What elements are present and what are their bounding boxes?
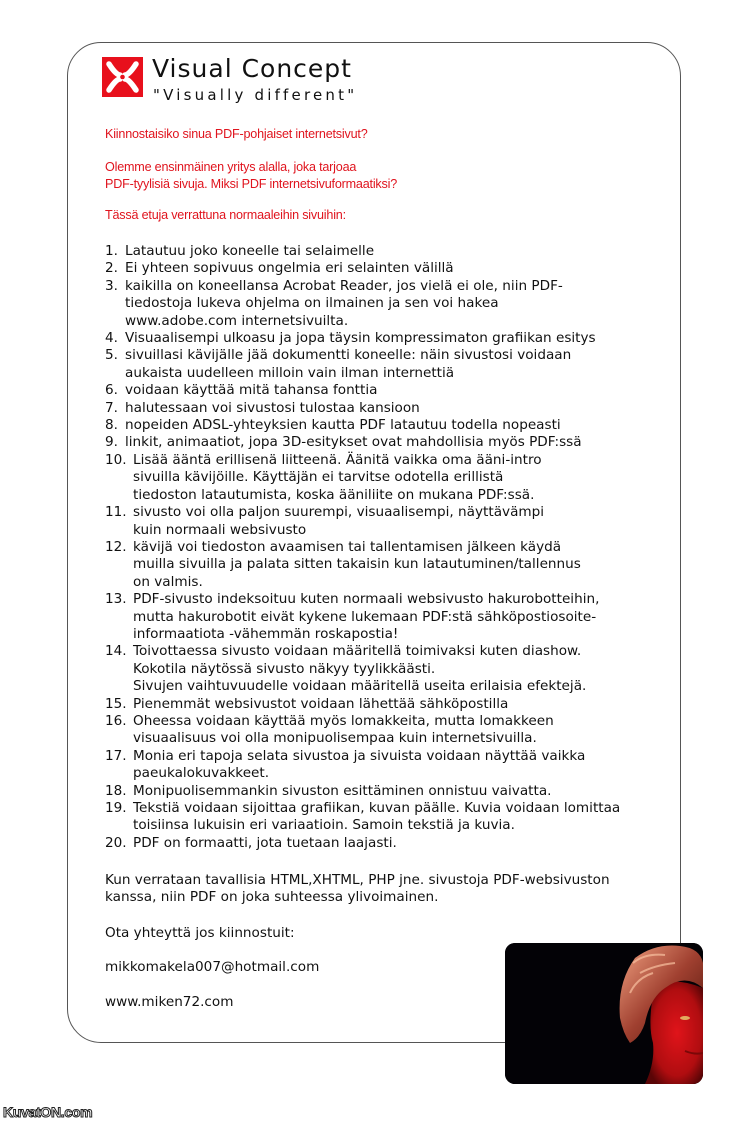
benefit-text: voidaan käyttää mitä tahansa fonttia (125, 382, 378, 399)
benefit-number (105, 574, 133, 591)
benefit-text: aukaista uudelleen milloin vain ilman internettiä (125, 364, 455, 381)
benefit-item (105, 713, 620, 730)
benefit-text: informaatiota -vähemmän roskapostia! (133, 625, 399, 642)
benefit-number (105, 626, 133, 643)
benefit-number: 18. (105, 782, 131, 799)
contact-prompt: Ota yhteyttä jos kiinnostuit: (105, 925, 295, 941)
benefit-number: 17. (105, 747, 131, 764)
benefit-item (105, 330, 620, 347)
intro-lead: Tässä etuja verrattuna normaaleihin sivuihin: (105, 208, 346, 222)
benefit-item (105, 696, 620, 713)
benefit-text: linkit, animaatiot, jopa 3D-esitykset ovat mahdollisia myös PDF:ssä (125, 434, 582, 451)
benefit-number (105, 487, 133, 504)
benefit-text: Monia eri tapoja selata sivustoa ja sivuista voidaan näyttää vaikka (133, 747, 586, 764)
benefit-number (105, 313, 125, 330)
benefit-number (105, 609, 133, 626)
benefit-text: Kokotila näytössä sivusto näkyy tyylikkäästi. (133, 660, 436, 677)
benefit-item (105, 748, 620, 765)
benefit-item (105, 434, 620, 451)
benefit-text: PDF on formaatti, jota tuetaan laajasti. (133, 834, 397, 851)
benefit-text: Visuaalisempi ulkoasu ja jopa täysin kompressimaton grafiikan esitys (125, 330, 596, 347)
benefit-text: paeukalokuvakkeet. (133, 765, 270, 782)
benefit-number: 1. (105, 243, 123, 259)
benefit-item-continuation (105, 609, 620, 626)
contact-email-link[interactable]: mikkomakela007@hotmail.com (105, 959, 320, 975)
intro-claim-line2: PDF-tyylisiä sivuja. Miksi PDF internetsivuformaatiksi? (105, 177, 398, 191)
benefit-text: toisiinsa lukuisin eri variaatioin. Samoin tekstiä ja kuvia. (133, 817, 515, 834)
benefit-text: kävijä voi tiedoston avaamisen tai tallentamisen jälkeen käydä (133, 538, 562, 555)
benefit-item-continuation (105, 487, 620, 504)
benefits-list (105, 243, 620, 852)
brand-tagline: "Visually different" (153, 86, 358, 104)
benefit-number: 5. (105, 347, 123, 364)
intro-question: Kiinnostaisiko sinua PDF-pohjaiset internetsivut? (105, 127, 368, 141)
benefit-item-continuation (105, 626, 620, 643)
benefit-number: 7. (105, 399, 123, 416)
benefit-text: Pienemmät websivustot voidaan lähettää sähköpostilla (133, 695, 509, 712)
benefit-item-continuation (105, 556, 620, 573)
benefit-item (105, 278, 620, 295)
benefit-number (105, 765, 133, 782)
portrait-photo (505, 943, 703, 1084)
benefit-item (105, 539, 620, 556)
benefit-number: 12. (105, 538, 131, 555)
benefit-number (105, 556, 133, 573)
benefit-number: 13. (105, 591, 131, 608)
benefit-number: 19. (105, 800, 131, 816)
benefit-text: Sivujen vaihtuvuudelle voidaan määritellä useita erilaisia efektejä. (133, 678, 587, 695)
benefit-text: visuaalisuus voi olla monipuolisempaa kuin internetsivuilla. (133, 730, 537, 747)
benefit-number (105, 522, 133, 539)
benefit-item-continuation (105, 295, 620, 312)
benefit-item (105, 643, 620, 660)
benefit-text: kaikilla on koneellansa Acrobat Reader, jos vielä ei ole, niin PDF- (125, 277, 563, 294)
benefit-number (105, 295, 125, 312)
benefit-number: 10. (105, 451, 131, 468)
benefit-text: Latautuu joko koneelle tai selaimelle (125, 243, 375, 259)
visual-concept-logo-icon (102, 57, 143, 97)
brand-name: Visual Concept (152, 54, 352, 83)
benefit-number (105, 661, 133, 678)
conclusion-line1: Kun verrataan tavallisia HTML,XHTML, PHP jne. sivustoja PDF-websivuston (105, 872, 610, 888)
benefit-number (105, 730, 133, 747)
benefit-item (105, 452, 620, 469)
benefit-item-continuation (105, 678, 620, 695)
benefit-item-continuation (105, 313, 620, 330)
benefit-item-continuation (105, 574, 620, 591)
benefit-number: 8. (105, 417, 123, 434)
benefit-text: www.adobe.com internetsivuilta. (125, 312, 349, 329)
benefit-number: 3. (105, 277, 123, 294)
benefit-item (105, 800, 620, 817)
benefit-number: 20. (105, 834, 131, 851)
benefit-item-continuation (105, 765, 620, 782)
benefit-text: on valmis. (133, 573, 203, 590)
benefit-text: tiedostoja lukeva ohjelma on ilmainen ja sen voi hakea (125, 295, 499, 312)
benefit-number (105, 469, 133, 486)
benefit-number (105, 817, 133, 834)
benefit-text: Tekstiä voidaan sijoittaa grafiikan, kuvan päälle. Kuvia voidaan lomittaa (133, 800, 621, 816)
benefit-item (105, 783, 620, 800)
benefit-item (105, 260, 620, 277)
benefit-text: Toivottaessa sivusto voidaan määritellä toimivaksi kuten diashow. (133, 643, 582, 660)
watermark-text: KuvatON.com (3, 1104, 93, 1120)
contact-website-link[interactable]: www.miken72.com (105, 994, 234, 1010)
benefit-text: mutta hakurobotit eivät kykene lukemaan PDF:stä sähköpostiosoite- (133, 608, 597, 625)
benefit-number (105, 365, 125, 382)
benefit-item-continuation (105, 469, 620, 486)
benefit-number: 2. (105, 260, 123, 277)
benefit-number: 14. (105, 643, 131, 660)
benefit-item (105, 835, 620, 852)
benefit-text: Oheessa voidaan käyttää myös lomakkeita, mutta lomakkeen (133, 712, 554, 729)
benefit-text: muilla sivuilla ja palata sitten takaisin kun latautuminen/tallennus (133, 556, 581, 573)
benefit-text: sivuillasi kävijälle jää dokumentti koneelle: näin sivustosi voidaan (125, 347, 572, 364)
benefit-text: tiedoston latautumista, koska ääniliite on mukana PDF:ssä. (133, 486, 535, 503)
benefit-number: 9. (105, 434, 123, 451)
benefit-text: halutessaan voi sivustosi tulostaa kansioon (125, 399, 420, 416)
benefit-item (105, 591, 620, 608)
conclusion-line2: kanssa, niin PDF on joka suhteessa ylivoimainen. (105, 889, 439, 905)
benefit-number: 15. (105, 695, 131, 712)
benefit-item (105, 504, 620, 521)
benefit-item-continuation (105, 365, 620, 382)
benefit-text: Ei yhteen sopivuus ongelmia eri selainten välillä (125, 260, 454, 277)
benefit-number: 4. (105, 330, 123, 347)
benefit-item-continuation (105, 661, 620, 678)
benefit-text: sivusto voi olla paljon suurempi, visuaalisempi, näyttävämpi (133, 504, 545, 521)
benefit-text: sivuilla kävijöille. Käyttäjän ei tarvitse odotella erillistä (133, 469, 504, 486)
benefit-item (105, 382, 620, 399)
benefit-item (105, 417, 620, 434)
intro-claim-line1: Olemme ensinmäinen yritys alalla, joka tarjoaa (105, 160, 357, 174)
benefit-item-continuation (105, 522, 620, 539)
benefit-text: nopeiden ADSL-yhteyksien kautta PDF latautuu todella nopeasti (125, 417, 561, 434)
benefit-number (105, 678, 133, 695)
benefit-number: 6. (105, 382, 123, 399)
benefit-item-continuation (105, 817, 620, 834)
benefit-item (105, 243, 620, 260)
benefit-text: Monipuolisemmankin sivuston esittäminen onnistuu vaivatta. (133, 782, 552, 799)
benefit-text: PDF-sivusto indeksoituu kuten normaali websivusto hakurobotteihin, (133, 591, 600, 608)
benefit-number: 11. (105, 504, 131, 521)
benefit-text: kuin normaali websivusto (133, 521, 307, 538)
benefit-item (105, 347, 620, 364)
benefit-item (105, 400, 620, 417)
benefit-text: Lisää ääntä erillisenä liitteenä. Äänitä vaikka oma ääni-intro (133, 451, 542, 468)
benefit-item-continuation (105, 730, 620, 747)
benefit-number: 16. (105, 712, 131, 729)
